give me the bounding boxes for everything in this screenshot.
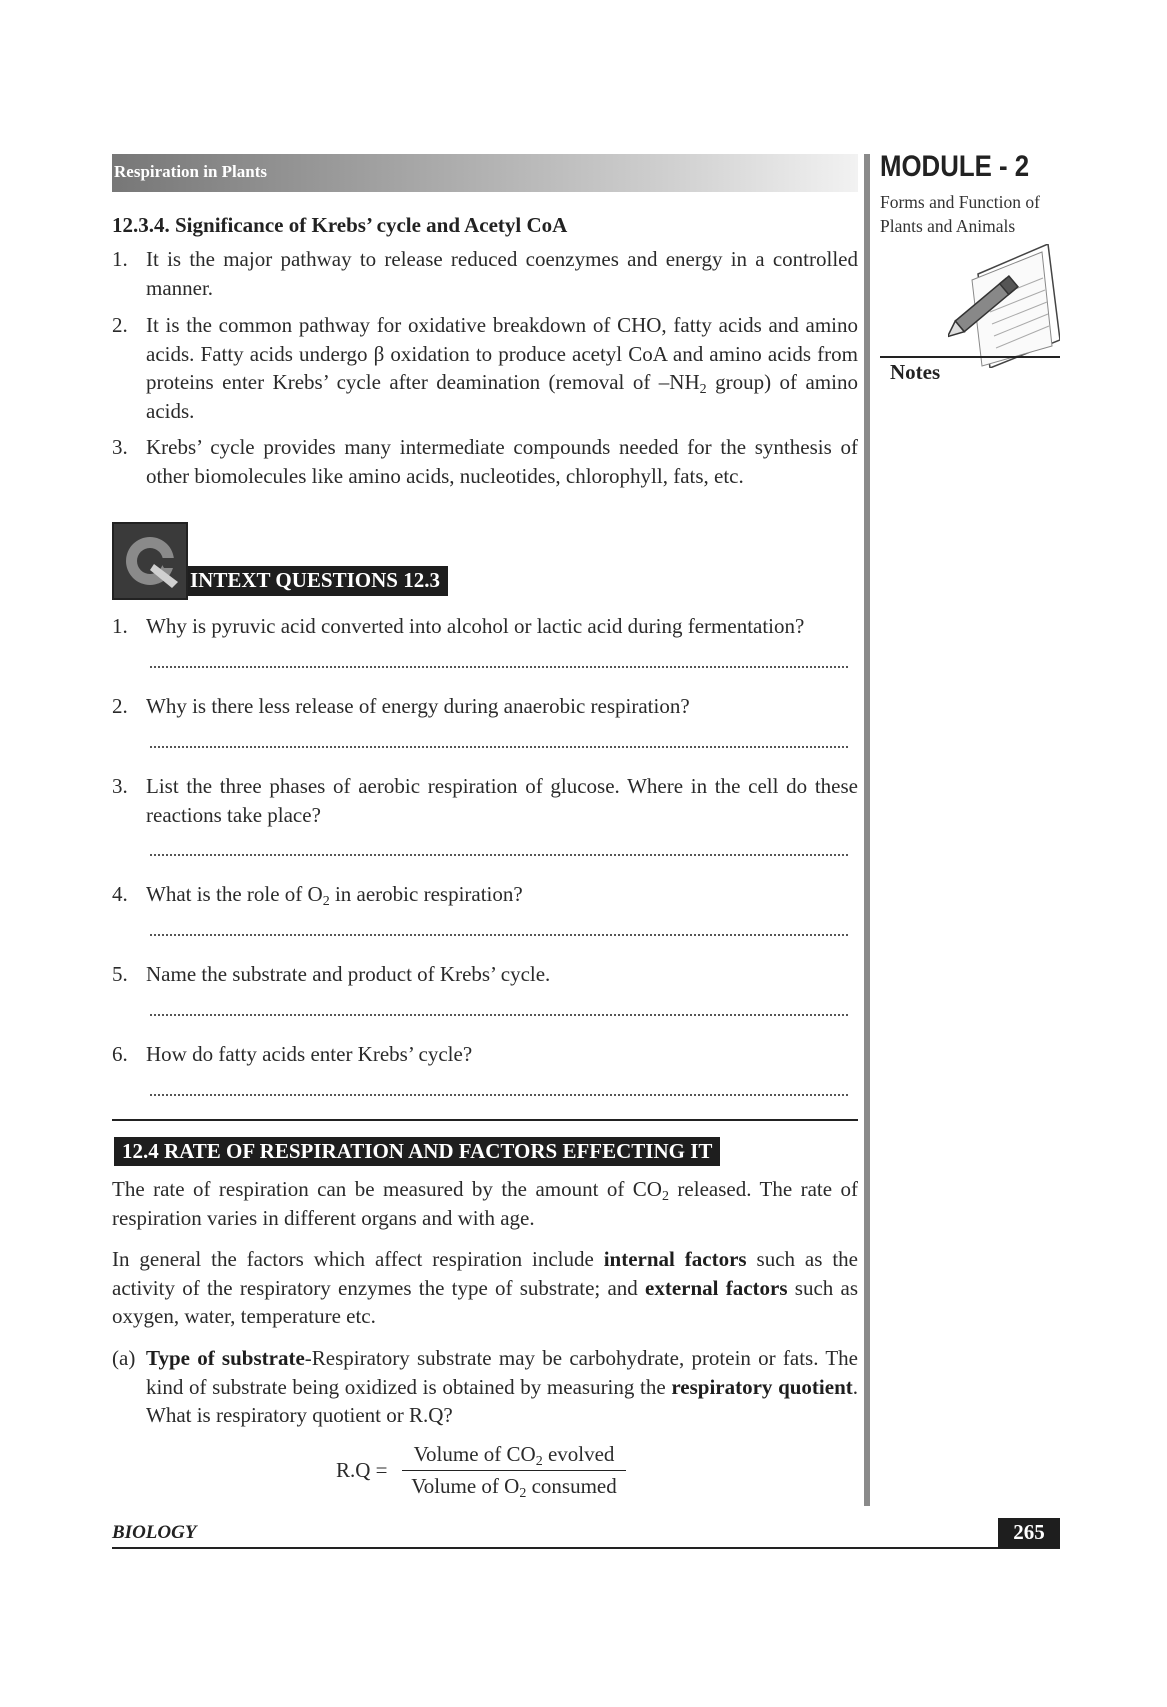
formula-fraction xyxy=(402,1440,626,1501)
question-text: How do fatty acids enter Krebs’ cycle? xyxy=(146,1042,473,1066)
question-text: Why is pyruvic acid converted into alcohol or lactic acid during fermentation? xyxy=(146,614,805,638)
intext-questions-label: INTEXT QUESTIONS 12.3 xyxy=(188,566,448,596)
notes-divider xyxy=(880,356,1060,358)
notes-label: Notes xyxy=(890,360,946,385)
section-title-12-4: 12.4 RATE OF RESPIRATION AND FACTORS EFFECTING IT xyxy=(114,1137,720,1166)
answer-line xyxy=(150,1010,848,1016)
question-text: Name the substrate and product of Krebs’ cycle. xyxy=(146,962,551,986)
question-item xyxy=(112,880,858,909)
module-title: MODULE - 2 xyxy=(880,150,1030,183)
question-number: 1. xyxy=(112,614,128,638)
answer-line xyxy=(150,1090,848,1096)
item-number: 2. xyxy=(112,313,128,337)
question-item xyxy=(112,612,858,641)
item-number: 3. xyxy=(112,435,128,459)
question-number: 3. xyxy=(112,774,128,798)
module-subtitle xyxy=(880,190,1070,238)
question-text: What is the role of $O_2$ in aerobic respiration? xyxy=(146,882,523,909)
list-item-substrate xyxy=(112,1344,858,1430)
section-divider xyxy=(112,1119,858,1121)
question-mark-icon xyxy=(112,522,188,600)
margin-rule xyxy=(864,154,870,1506)
item-number: 1. xyxy=(112,247,128,271)
module-subtitle-line1: Forms and Function of xyxy=(880,192,1040,212)
formula-denominator: Volume of $O_2$ consumed xyxy=(411,1474,617,1501)
item-text: It is the major pathway to release reduced coenzymes and energy in a controlled manner. xyxy=(146,247,858,300)
running-title: Respiration in Plants xyxy=(114,162,268,181)
running-header xyxy=(112,154,858,192)
list-item xyxy=(112,245,858,302)
answer-line xyxy=(150,662,848,668)
item-text: Krebs’ cycle provides many intermediate compounds needed for the synthesis of other biomolecules like amino acids, nucleotides, chlorophyll, fats, etc. xyxy=(146,435,858,488)
question-number: 5. xyxy=(112,962,128,986)
answer-line xyxy=(150,742,848,748)
question-text: List the three phases of aerobic respiration of glucose. Where in the cell do these reactions take place? xyxy=(146,774,858,827)
answer-line xyxy=(150,850,848,856)
formula-lhs: R.Q = xyxy=(336,1458,388,1482)
item-text: Type of substrate-Respiratory substrate may be carbohydrate, protein or fats. The kind of substrate being oxidized is obtained by measuring the respiratory quotient. What is respiratory quotient or R.Q? xyxy=(146,1346,859,1427)
item-text: It is the common pathway for oxidative breakdown of CHO, fatty acids and amino acids. Fatty acids undergo β oxidation to produce acetyl CoA and amino acids from proteins enter Krebs’ cycle after deamination (removal of $-NH_2$ group) of amino acids. xyxy=(146,313,858,423)
page-number: 265 xyxy=(998,1518,1060,1548)
formula-numerator: Volume of $CO_2$ evolved xyxy=(402,1440,626,1471)
paragraph-rate: The rate of respiration can be measured by the amount of $CO_2$ released. The rate of respiration varies in different organs and with age. xyxy=(112,1177,859,1230)
question-item xyxy=(112,1040,858,1069)
notes-pencil-icon xyxy=(948,244,1060,373)
footer-subject: BIOLOGY xyxy=(112,1522,197,1543)
question-number: 6. xyxy=(112,1042,128,1066)
answer-line xyxy=(150,930,848,936)
question-item xyxy=(112,772,858,829)
question-item xyxy=(112,960,858,989)
module-subtitle-line2: Plants and Animals xyxy=(880,216,1016,236)
list-item xyxy=(112,311,858,425)
paragraph-factors: In general the factors which affect respiration include internal factors such as the activity of the respiratory enzymes the type of substrate; and external factors such as oxygen, water, temperature etc. xyxy=(112,1247,858,1328)
footer-rule xyxy=(112,1547,1060,1549)
list-item xyxy=(112,433,858,490)
question-number: 2. xyxy=(112,694,128,718)
question-text: Why is there less release of energy during anaerobic respiration? xyxy=(146,694,690,718)
question-number: 4. xyxy=(112,882,128,906)
section-title-12-3-4: 12.3.4. Significance of Krebs’ cycle and Acetyl CoA xyxy=(112,213,568,237)
question-item xyxy=(112,692,858,721)
item-label: (a) xyxy=(112,1346,136,1370)
